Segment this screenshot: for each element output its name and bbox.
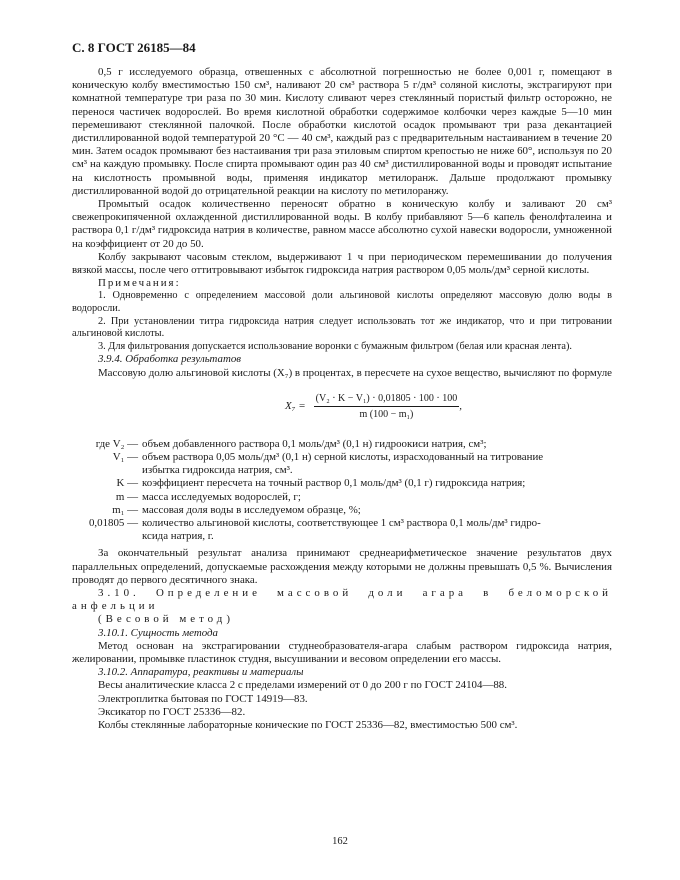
- formula-fraction: [314, 392, 460, 421]
- definition-text: коэффициент пересчета на точный раствор 0,1 моль/дм³ (0,1 г) гидроксида натрия;: [142, 477, 526, 490]
- definition-row: [72, 438, 612, 451]
- definition-symbol: m₁ —: [112, 503, 138, 516]
- note-2: 2. При установлении титра гидроксида натрия следует использовать тот же индикатор, что и при титровании альгиновой кислоты.: [72, 315, 612, 340]
- section-3-9-4-heading: 3.9.4. Обработка результатов: [98, 353, 241, 366]
- definition-text: масса исследуемых водорослей, г;: [142, 490, 301, 503]
- equipment-item: Эксикатор по ГОСТ 25336—82.: [98, 705, 246, 718]
- definition-row: [72, 504, 612, 517]
- definition-symbol: V₁ —: [112, 451, 138, 464]
- formula-tail: ,: [459, 399, 462, 412]
- definition-continuation: избытка гидроксида натрия, см³.: [142, 464, 293, 477]
- equipment-item: Весы аналитические класса 2 с пределами измерений от 0 до 200 г по ГОСТ 24104—88.: [98, 679, 507, 692]
- paragraph-titration: Колбу закрывают часовым стеклом, выдерживают 1 ч при периодическом перемешивании до получения вязкой массы, после чего оттитровывают избыток гидроксида натрия раствором 0,05 моль/дм³ серной кислоты.: [72, 250, 612, 277]
- definition-continuation: ксида натрия, г.: [142, 530, 214, 543]
- formula-numerator: (V₂ · K − V₁) · 0,01805 · 100 · 100: [314, 392, 460, 407]
- section-3-10-method: (Весовой метод): [98, 613, 234, 626]
- notes-title: Примечания:: [98, 277, 181, 290]
- definition-text: массовая доля воды в исследуемом образце, %;: [142, 503, 361, 516]
- formula: [72, 392, 552, 424]
- section-3-10-1-text: Метод основан на экстрагировании студнеобразователя-агара слабым раствором гидроксида натрия, желировании, промывке пластинок студня, высушивании и весовом определении его массы.: [72, 639, 612, 666]
- definition-symbol: m —: [115, 490, 138, 503]
- note-3: 3. Для фильтрования допускается использование воронки с бумажным фильтром (белая или красная лента).: [98, 340, 572, 352]
- note-1: 1. Одновременно с определением массовой доли альгиновой кислоты определяют массовую долю воды в водоросли.: [72, 290, 612, 315]
- section-3-10-heading: 3.10. Определение массовой доли агара в беломорской анфельции: [72, 587, 612, 613]
- definition-text: объем раствора 0,05 моль/дм³ (0,1 н) серной кислоты, израсходованный на титрование: [142, 451, 544, 464]
- section-3-9-4-text: Массовую долю альгиновой кислоты (X₇) в процентах, в пересчете на сухое вещество, вычисляют по формуле: [98, 366, 613, 379]
- definition-symbol: где V₂ —: [95, 437, 138, 450]
- equipment-item: Электроплитка бытовая по ГОСТ 14919—83.: [98, 692, 308, 705]
- paragraph-transfer: Промытый осадок количественно переносят обратно в коническую колбу и заливают 20 см³ свежепрокипяченной охлажденной дистиллированной воды. В колбу прибавляют 5—6 капель фенолфталеина и раствора 0,1 г/дм³ гидроксида натрия в количестве, равном массе абсолютно сухой навески водоросли, умноженной на коэффициент от 20 до 50.: [72, 198, 612, 250]
- definition-row: [72, 451, 612, 464]
- page-number: 162: [332, 836, 348, 847]
- formula-lhs: X₇ =: [284, 399, 306, 412]
- formula-denominator: m (100 − m₁): [359, 409, 414, 421]
- definition-row: [72, 477, 612, 490]
- definition-symbol: 0,01805 —: [88, 517, 138, 530]
- paragraph-procedure: 0,5 г исследуемого образца, отвешенных с абсолютной погрешностью не более 0,001 г, помещают в коническую колбу вместимостью 150 см³, наливают 20 см³ раствора 5 г/дм³ соляной кислоты, экстрагируют при комнатной температуре три раза по 30 мин. Кислоту сливают через стеклянный пористый фильтр осторожно, не перенося частичек водорослей. Во время кислотной обработки содержимое колбочки через каждые 5—10 мин перемешивают стеклянной палочкой. После обработки кислотой осадок промывают три раза декантацией дистиллированной водой температурой 20 °С — 40 см³, каждый раз с предварительным настаиванием в течение 20 мин. Затем осадок промывают без настаивания три раза этиловым спиртом крепостью не ниже 60°, используя по 20 см³ на каждую промывку. После спирта промывают один раз 40 см³ дистиллированной воды и проводят испытание на кислотность промывной воды, применяя индикатор метилоранж. Дальше продолжают промывку дистиллированной водой до отрицательной реакции на кислоту по метилоранжу.: [72, 66, 612, 197]
- section-3-10-2-heading: 3.10.2. Аппаратура, реактивы и материалы: [98, 666, 304, 679]
- variable-definitions: [72, 438, 612, 544]
- section-3-10-1-heading: 3.10.1. Сущность метода: [98, 626, 218, 639]
- paragraph-final-result: За окончательный результат анализа принимают среднеарифметическое значение результатов двух параллельных определений, допускаемые расхождения между которыми не должны превышать 0,5 %. Вычисления проводят до первого десятичного знака.: [72, 547, 612, 586]
- definition-symbol: K —: [116, 477, 138, 490]
- definition-row: [72, 491, 612, 504]
- document-body: [72, 66, 612, 732]
- definition-text: объем добавленного раствора 0,1 моль/дм³ (0,1 н) гидроокиси натрия, см³;: [142, 437, 487, 450]
- definition-row: [72, 517, 612, 530]
- page-header: С. 8 ГОСТ 26185—84: [72, 40, 196, 55]
- equipment-item: Колбы стеклянные лабораторные конические по ГОСТ 25336—82, вместимостью 500 см³.: [98, 719, 518, 732]
- definition-text: количество альгиновой кислоты, соответствующее 1 см³ раствора 0,1 моль/дм³ гидро-: [142, 517, 541, 530]
